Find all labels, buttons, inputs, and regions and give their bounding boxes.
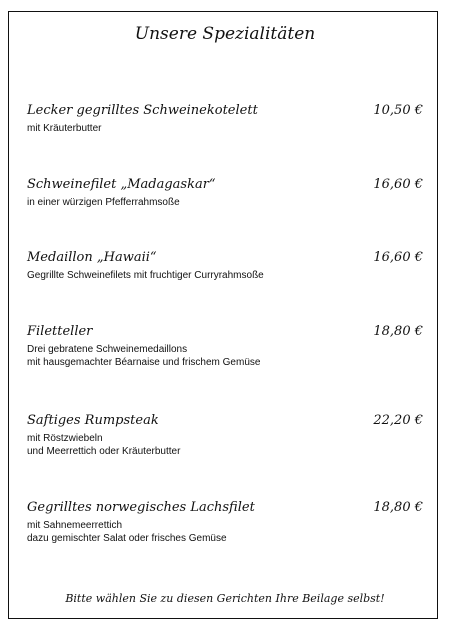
dish-name: Medaillon „Hawaii“: [27, 250, 157, 265]
dish-price: 22,20 €: [373, 413, 423, 428]
dish-description-line: Drei gebratene Schweinemedaillons: [27, 344, 188, 355]
dish-price: 18,80 €: [373, 324, 423, 339]
dish-name: Gegrilltes norwegisches Lachsfilet: [27, 500, 255, 515]
dish-description-line: mit Röstzwiebeln: [27, 433, 103, 444]
dish-name: Filetteller: [27, 324, 93, 339]
dish-name: Schweinefilet „Madagaskar“: [27, 177, 216, 192]
dish-description-line: mit Kräuterbutter: [27, 123, 102, 134]
dish-price: 10,50 €: [373, 103, 423, 118]
dish-price: 16,60 €: [373, 177, 423, 192]
menu-item: [27, 103, 423, 135]
dish-description-line: und Meerrettich oder Kräuterbutter: [27, 446, 181, 457]
dish-price: 16,60 €: [373, 250, 423, 265]
dish-description-line: mit Sahnemeerrettich: [27, 520, 123, 531]
menu-item: [27, 500, 423, 545]
dish-description-line: in einer würzigen Pfefferrahmsoße: [27, 197, 180, 208]
menu-title: Unsere Spezialitäten: [134, 24, 316, 44]
dish-description: [27, 519, 423, 545]
dish-description: [27, 343, 423, 369]
menu-item: [27, 413, 423, 458]
dish-name: Lecker gegrilltes Schweinekotelett: [27, 103, 258, 118]
dish-description-line: Gegrillte Schweinefilets mit fruchtiger Curryrahmsoße: [27, 270, 264, 281]
dish-description: [27, 432, 423, 458]
dish-price: 18,80 €: [373, 500, 423, 515]
menu-footer-note: Bitte wählen Sie zu diesen Gerichten Ihre Beilage selbst!: [65, 592, 385, 605]
menu-item: [27, 177, 423, 209]
menu-item: [27, 324, 423, 369]
dish-description-line: dazu gemischter Salat oder frisches Gemüse: [27, 533, 227, 544]
dish-name: Saftiges Rumpsteak: [27, 413, 159, 428]
dish-description-line: mit hausgemachter Béarnaise und frischem Gemüse: [27, 357, 261, 368]
menu-item: [27, 250, 423, 282]
